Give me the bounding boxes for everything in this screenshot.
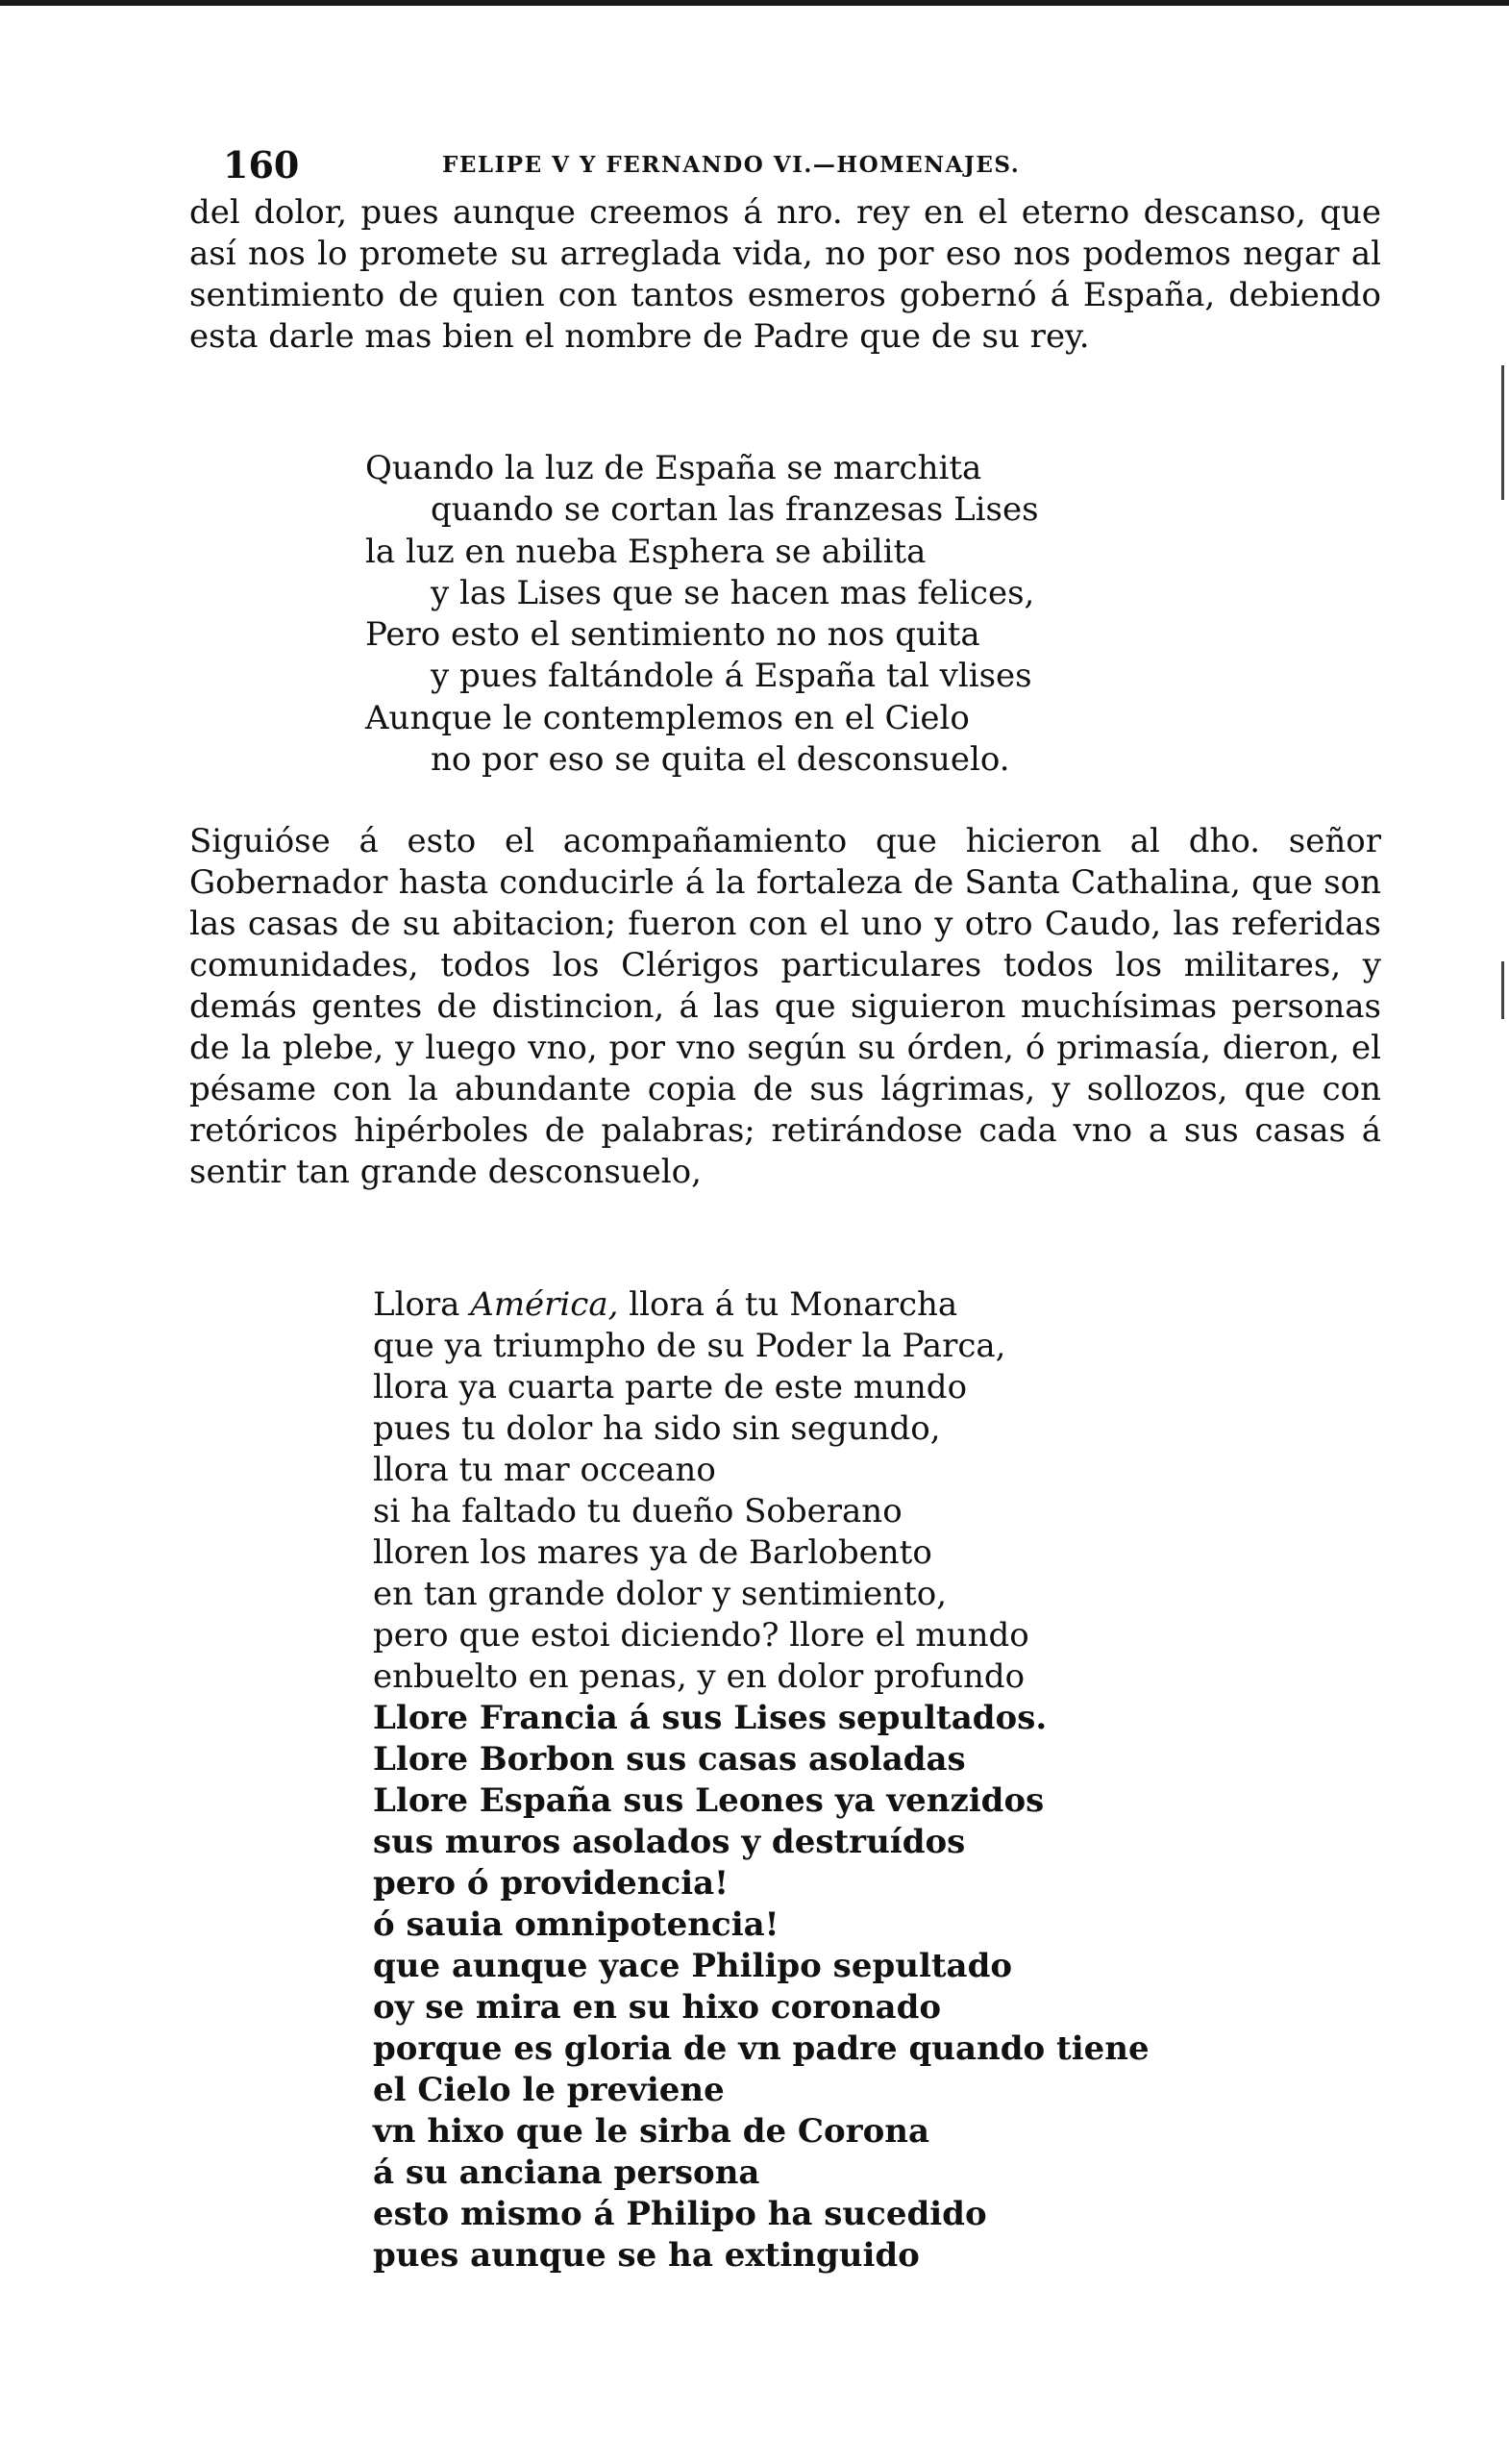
- verse-line: pero ó providencia!: [373, 1864, 730, 1903]
- page-number: 160: [223, 143, 300, 187]
- verse-line: en tan grande dolor y sentimiento,: [373, 1575, 948, 1613]
- verse-line-first: [373, 1284, 1150, 1326]
- verse-line: el Cielo le previene: [373, 2071, 725, 2109]
- verse-line: llora tu mar occeano: [373, 1451, 716, 1489]
- verse-line: oy se mira en su hixo coronado: [373, 1988, 942, 2027]
- prose-paragraph-1: [189, 192, 1381, 358]
- page-edge-mark: [1501, 961, 1504, 1019]
- verse-line: pues aunque se ha extinguido: [373, 2236, 920, 2275]
- verse-line: Pero esto el sentimiento no nos quita: [365, 615, 980, 655]
- verse-line: porque es gloria de vn padre quando tiene: [373, 2029, 1150, 2068]
- verse-line: sus muros asolados y destruídos: [373, 1823, 966, 1861]
- page-edge-mark: [1501, 365, 1504, 500]
- verse-text: Llora: [373, 1285, 471, 1324]
- page-header: [223, 137, 1376, 194]
- verse-line: pues tu dolor ha sido sin segundo,: [373, 1409, 941, 1448]
- verse-line: Aunque le contemplemos en el Cielo: [365, 698, 970, 737]
- verse-line: Llore Francia á sus Lises sepultados.: [373, 1699, 1048, 1737]
- verse-line: no por eso se quita el desconsuelo.: [431, 740, 1010, 780]
- top-border-rule: [0, 0, 1509, 6]
- verse-line: á su anciana persona: [373, 2153, 760, 2192]
- verse-block-1: [365, 448, 1039, 781]
- verse-line: llora ya cuarta parte de este mundo: [373, 1368, 968, 1406]
- verse-text: llora á tu Monarcha: [618, 1285, 958, 1324]
- verse-line: ó sauia omnipotencia!: [373, 1905, 779, 1944]
- paragraph-text: Siguióse á esto el acompañamiento que hicieron al dho. señor Gobernador hasta conducirle á la fortaleza de Santa Cathalina, que son las casas de su abitacion; fueron con el uno y otro Caudo, las referidas comunidades, todos los Clérigos particulares todos los militares, y demás gentes de distincion, á las que siguieron muchísimas personas de la plebe, y luego vno, por vno según su órden, ó primasía, dieron, el pésame con la abundante copia de sus lágrimas, y sollozos, que con retóricos hipérboles de palabras; retirándose cada vno a sus casas á sentir tan grande desconsuelo,: [189, 822, 1381, 1191]
- verse-line: la luz en nueba Esphera se abilita: [365, 532, 927, 571]
- verse-line: Llore Borbon sus casas asoladas: [373, 1740, 966, 1779]
- verse-line: si ha faltado tu dueño Soberano: [373, 1492, 903, 1531]
- running-head: FELIPE V Y FERNANDO VI.—HOMENAJES.: [442, 152, 1021, 178]
- verse-line: y las Lises que se hacen mas felices,: [431, 573, 1035, 612]
- verse-line: enbuelto en penas, y en dolor profundo: [373, 1657, 1026, 1696]
- verse-line: esto mismo á Philipo ha sucedido: [373, 2195, 987, 2233]
- verse-line: quando se cortan las franzesas Lises: [431, 490, 1039, 530]
- verse-line: y pues faltándole á España tal vlises: [431, 657, 1032, 696]
- verse-line: que aunque yace Philipo sepultado: [373, 1947, 1013, 1985]
- verse-italic-word: América,: [470, 1285, 619, 1324]
- prose-paragraph-2: [189, 821, 1381, 1193]
- verse-line: Llore España sus Leones ya venzidos: [373, 1781, 1045, 1820]
- verse-block-2: [373, 1284, 1150, 2277]
- verse-line: que ya triumpho de su Poder la Parca,: [373, 1327, 1006, 1365]
- verse-line: lloren los mares ya de Barlobento: [373, 1533, 932, 1572]
- verse-line: Quando la luz de España se marchita: [365, 449, 982, 487]
- verse-line: vn hixo que le sirba de Corona: [373, 2112, 930, 2151]
- verse-line: pero que estoi diciendo? llore el mundo: [373, 1616, 1029, 1655]
- paragraph-text: del dolor, pues aunque creemos á nro. rey en el eterno descanso, que así nos lo promete su arreglada vida, no por eso nos podemos negar al sentimiento de quien con tantos esmeros gobernó á España, debiendo esta darle mas bien el nombre de Padre que de su rey.: [189, 193, 1381, 356]
